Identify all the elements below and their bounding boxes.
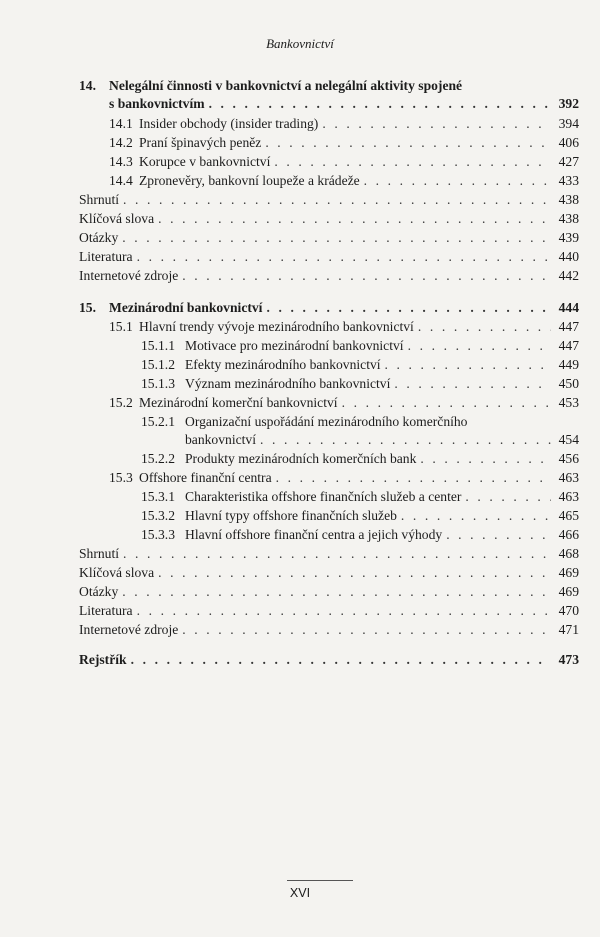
entry-title: Literatura [79, 249, 133, 264]
toc-entry-14-otazky[interactable] [79, 228, 579, 248]
toc-entry-14-shrnuti[interactable] [79, 190, 579, 210]
page-number: 456 [558, 451, 579, 466]
toc-entry-14-literatura[interactable] [79, 247, 579, 267]
toc-entry-15-3-1[interactable] [141, 487, 579, 507]
chapter-number: 14. [79, 78, 96, 93]
leader-dots [420, 449, 551, 469]
page-number: 392 [558, 96, 579, 111]
toc-entry-rejstrik[interactable] [79, 650, 579, 670]
page-number: 463 [558, 489, 579, 504]
toc-entry-15-1-2[interactable] [141, 355, 579, 375]
section-number: 14.4 [109, 173, 133, 188]
subsection-title: Charakteristika offshore finančních služeb a center [185, 489, 462, 504]
toc-entry-15-1-3[interactable] [141, 374, 579, 394]
page-number: 449 [558, 357, 579, 372]
toc-entry-15-2-1-heading [141, 412, 579, 432]
leader-dots [276, 468, 551, 488]
leader-dots [446, 525, 551, 545]
subsection-title-line1: Organizační uspořádání mezinárodního komerčního [185, 414, 468, 429]
section-number: 14.1 [109, 116, 133, 131]
subsection-number: 15.3.1 [141, 489, 175, 504]
subsection-number: 15.1.1 [141, 338, 175, 353]
leader-dots [123, 544, 551, 564]
leader-dots [465, 487, 551, 507]
toc-entry-15-3-2[interactable] [141, 506, 579, 526]
page-number: 468 [558, 546, 579, 561]
section-number: 15.1 [109, 319, 133, 334]
running-header: Bankovnictví [266, 36, 334, 51]
leader-dots [274, 152, 551, 172]
leader-dots [209, 94, 551, 114]
page-number: 471 [558, 622, 579, 637]
entry-title: Otázky [79, 584, 119, 599]
page-number: 442 [558, 268, 579, 283]
toc-entry-15-2-2[interactable] [141, 449, 579, 469]
toc-entry-15-internetove-zdroje[interactable] [79, 620, 579, 640]
toc-chapter-14-entry[interactable] [109, 94, 579, 114]
page-number: 450 [558, 376, 579, 391]
leader-dots [158, 209, 551, 229]
leader-dots [122, 228, 551, 248]
leader-dots [342, 393, 551, 413]
toc-entry-14-4[interactable] [109, 171, 579, 191]
chapter-title: Mezinárodní bankovnictví [109, 300, 263, 315]
subsection-title: Motivace pro mezinárodní bankovnictví [185, 338, 404, 353]
page-number: 406 [558, 135, 579, 150]
section-number: 15.2 [109, 395, 133, 410]
leader-dots [394, 374, 551, 394]
leader-dots [182, 266, 551, 286]
page-number: 469 [558, 584, 579, 599]
section-title: Offshore finanční centra [139, 470, 272, 485]
chapter-title-line2: s bankovnictvím [109, 96, 205, 111]
page-number-footer: XVI [289, 886, 311, 900]
subsection-title: Význam mezinárodního bankovnictví [185, 376, 391, 391]
entry-title: Literatura [79, 603, 133, 618]
page-number: 465 [558, 508, 579, 523]
subsection-number: 15.1.3 [141, 376, 175, 391]
leader-dots [137, 247, 551, 267]
toc-chapter-14-heading [79, 76, 579, 96]
entry-title: Shrnutí [79, 546, 120, 561]
toc-entry-14-internetove-zdroje[interactable] [79, 266, 579, 286]
toc-entry-15-otazky[interactable] [79, 582, 579, 602]
leader-dots [322, 114, 551, 134]
leader-dots [260, 430, 551, 450]
page-number: 439 [558, 230, 579, 245]
section-number: 15.3 [109, 470, 133, 485]
subsection-title: Hlavní offshore finanční centra a jejich výhody [185, 527, 443, 542]
subsection-title: Hlavní typy offshore finančních služeb [185, 508, 397, 523]
leader-dots [364, 171, 551, 191]
page-number: 394 [558, 116, 579, 131]
toc-entry-15-klicova-slova[interactable] [79, 563, 579, 583]
section-title: Korupce v bankovnictví [139, 154, 271, 169]
page-number: 433 [558, 173, 579, 188]
subsection-title: Efekty mezinárodního bankovnictví [185, 357, 381, 372]
page-number: 440 [558, 249, 579, 264]
page-number: 463 [558, 470, 579, 485]
leader-dots [122, 582, 551, 602]
chapter-number: 15. [79, 300, 96, 315]
page-number: 453 [558, 395, 579, 410]
page-number: 438 [558, 192, 579, 207]
section-title: Insider obchody (insider trading) [139, 116, 319, 131]
leader-dots [401, 506, 551, 526]
toc-entry-15-2[interactable] [109, 393, 579, 413]
section-title: Hlavní trendy vývoje mezinárodního bankovnictví [139, 319, 414, 334]
toc-chapter-15-entry[interactable] [79, 298, 579, 318]
page-number: 447 [558, 319, 579, 334]
leader-dots [182, 620, 551, 640]
page-number: 438 [558, 211, 579, 226]
page-number: 470 [558, 603, 579, 618]
page-number: 473 [558, 652, 579, 667]
section-title: Mezinárodní komerční bankovnictví [139, 395, 338, 410]
subsection-number: 15.1.2 [141, 357, 175, 372]
leader-dots [131, 650, 551, 670]
leader-dots [137, 601, 551, 621]
page-number: 454 [558, 432, 579, 447]
toc-entry-15-1[interactable] [109, 317, 579, 337]
toc-entry-15-literatura[interactable] [79, 601, 579, 621]
leader-dots [265, 133, 551, 153]
section-number: 14.3 [109, 154, 133, 169]
leader-dots [385, 355, 551, 375]
entry-title: Internetové zdroje [79, 622, 179, 637]
entry-title: Rejstřík [79, 652, 127, 667]
toc-entry-15-2-1[interactable] [185, 430, 579, 450]
subsection-title-line2: bankovnictví [185, 432, 256, 447]
page-number: 427 [558, 154, 579, 169]
entry-title: Shrnutí [79, 192, 120, 207]
section-number: 14.2 [109, 135, 133, 150]
leader-dots [123, 190, 551, 210]
subsection-number: 15.3.2 [141, 508, 175, 523]
toc-entry-15-shrnuti[interactable] [79, 544, 579, 564]
entry-title: Internetové zdroje [79, 268, 179, 283]
page-number: 447 [558, 338, 579, 353]
page-number: 469 [558, 565, 579, 580]
entry-title: Klíčová slova [79, 211, 155, 226]
leader-dots [158, 563, 551, 583]
subsection-number: 15.3.3 [141, 527, 175, 542]
entry-title: Klíčová slova [79, 565, 155, 580]
subsection-number: 15.2.1 [141, 414, 175, 429]
toc-entry-14-klicova-slova[interactable] [79, 209, 579, 229]
toc-entry-15-3-3[interactable] [141, 525, 579, 545]
page-number: 444 [558, 300, 579, 315]
subsection-title: Produkty mezinárodních komerčních bank [185, 451, 417, 466]
leader-dots [408, 336, 551, 356]
section-title: Zpronevěry, bankovní loupeže a krádeže [139, 173, 360, 188]
page-number: 466 [558, 527, 579, 542]
section-title: Praní špinavých peněz [139, 135, 262, 150]
toc-entry-15-1-1[interactable] [141, 336, 579, 356]
subsection-number: 15.2.2 [141, 451, 175, 466]
leader-dots [418, 317, 551, 337]
entry-title: Otázky [79, 230, 119, 245]
toc-entry-14-2[interactable] [109, 133, 579, 153]
toc-entry-14-3[interactable] [109, 152, 579, 172]
chapter-title-line1: Nelegální činnosti v bankovnictví a nelegální aktivity spojené [109, 78, 463, 93]
toc-entry-14-1[interactable] [109, 114, 579, 134]
toc-entry-15-3[interactable] [109, 468, 579, 488]
leader-dots [266, 298, 551, 318]
footer-rule [287, 880, 353, 881]
